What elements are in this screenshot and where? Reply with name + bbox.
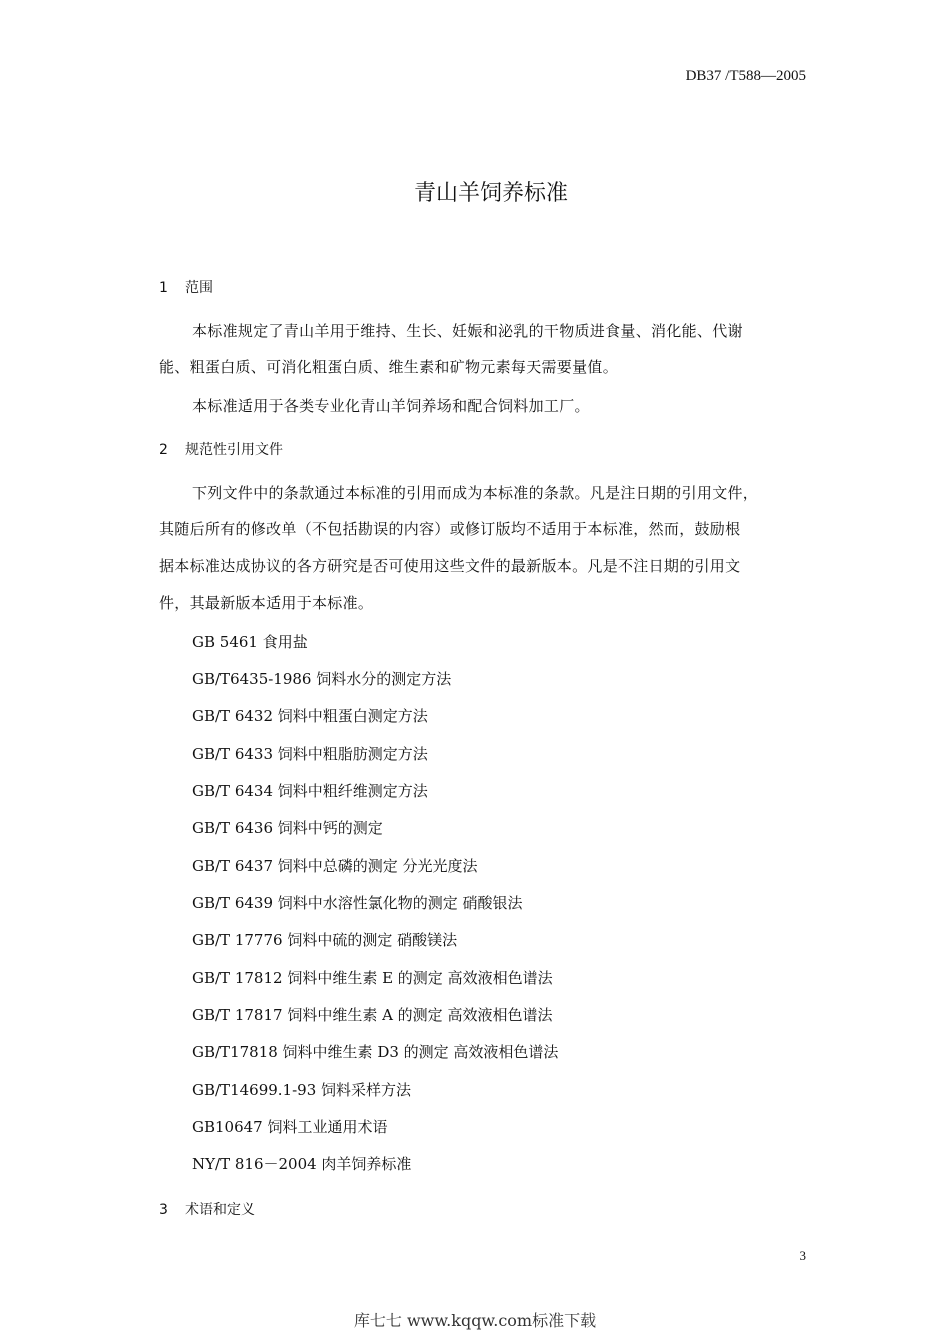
paragraph-line: 件，其最新版本适用于本标准。: [159, 594, 374, 612]
paragraph-line: 下列文件中的条款通过本标准的引用而成为本标准的条款。凡是注日期的引用文件，: [192, 484, 759, 502]
paragraph-line: 本标准适用于各类专业化青山羊饲养场和配合饲料加工厂。: [192, 397, 590, 415]
section-heading-references: [159, 439, 283, 459]
section-heading-terms: [159, 1199, 255, 1219]
paragraph-line: 本标准规定了青山羊用于维持、生长、妊娠和泌乳的干物质进食量、消化能、代谢: [192, 322, 743, 340]
reference-item: GB/T6435-1986 饲料水分的测定方法: [192, 670, 452, 688]
document-code: DB37 /T588—2005: [685, 68, 806, 84]
paragraph-line: 其随后所有的修改单（不包括勘误的内容）或修订版均不适用于本标准，然而，鼓励根: [159, 520, 741, 538]
page-number: 3: [799, 1248, 806, 1263]
section-number: 3: [159, 1202, 168, 1218]
reference-item: GB/T17818 饲料中维生素 D3 的测定 高效液相色谱法: [192, 1043, 559, 1061]
footer-watermark: 库七七 www.kqqw.com标准下载: [353, 1311, 597, 1330]
reference-item: GB/T 17776 饲料中硫的测定 硝酸镁法: [192, 931, 458, 949]
reference-item: GB/T 6439 饲料中水溶性氯化物的测定 硝酸银法: [192, 894, 523, 912]
reference-item: GB10647 饲料工业通用术语: [192, 1118, 388, 1136]
reference-item: GB/T 6434 饲料中粗纤维测定方法: [192, 782, 428, 800]
section-heading-scope: [159, 277, 213, 297]
section-title: 规范性引用文件: [185, 442, 283, 458]
reference-item: NY/T 816－2004 肉羊饲养标准: [192, 1155, 412, 1173]
paragraph-line: 能、粗蛋白质、可消化粗蛋白质、维生素和矿物元素每天需要量值。: [159, 358, 619, 376]
page-title: 青山羊饲养标准: [413, 181, 568, 206]
section-number: 1: [159, 280, 168, 296]
section-title: 术语和定义: [185, 1202, 255, 1218]
reference-item: GB/T 6433 饲料中粗脂肪测定方法: [192, 745, 428, 763]
paragraph-line: 据本标准达成协议的各方研究是否可使用这些文件的最新版本。凡是不注日期的引用文: [159, 557, 741, 575]
reference-item: GB/T 6432 饲料中粗蛋白测定方法: [192, 707, 428, 725]
section-title: 范围: [185, 280, 213, 296]
section-number: 2: [159, 442, 168, 458]
reference-item: GB/T14699.1-93 饲料采样方法: [192, 1081, 412, 1099]
reference-item: GB/T 6437 饲料中总磷的测定 分光光度法: [192, 857, 478, 875]
reference-item: GB/T 6436 饲料中钙的测定: [192, 819, 383, 837]
reference-item: GB/T 17817 饲料中维生素 A 的测定 高效液相色谱法: [192, 1006, 553, 1024]
reference-item: GB/T 17812 饲料中维生素 E 的测定 高效液相色谱法: [192, 969, 553, 987]
reference-item: GB 5461 食用盐: [192, 633, 308, 651]
